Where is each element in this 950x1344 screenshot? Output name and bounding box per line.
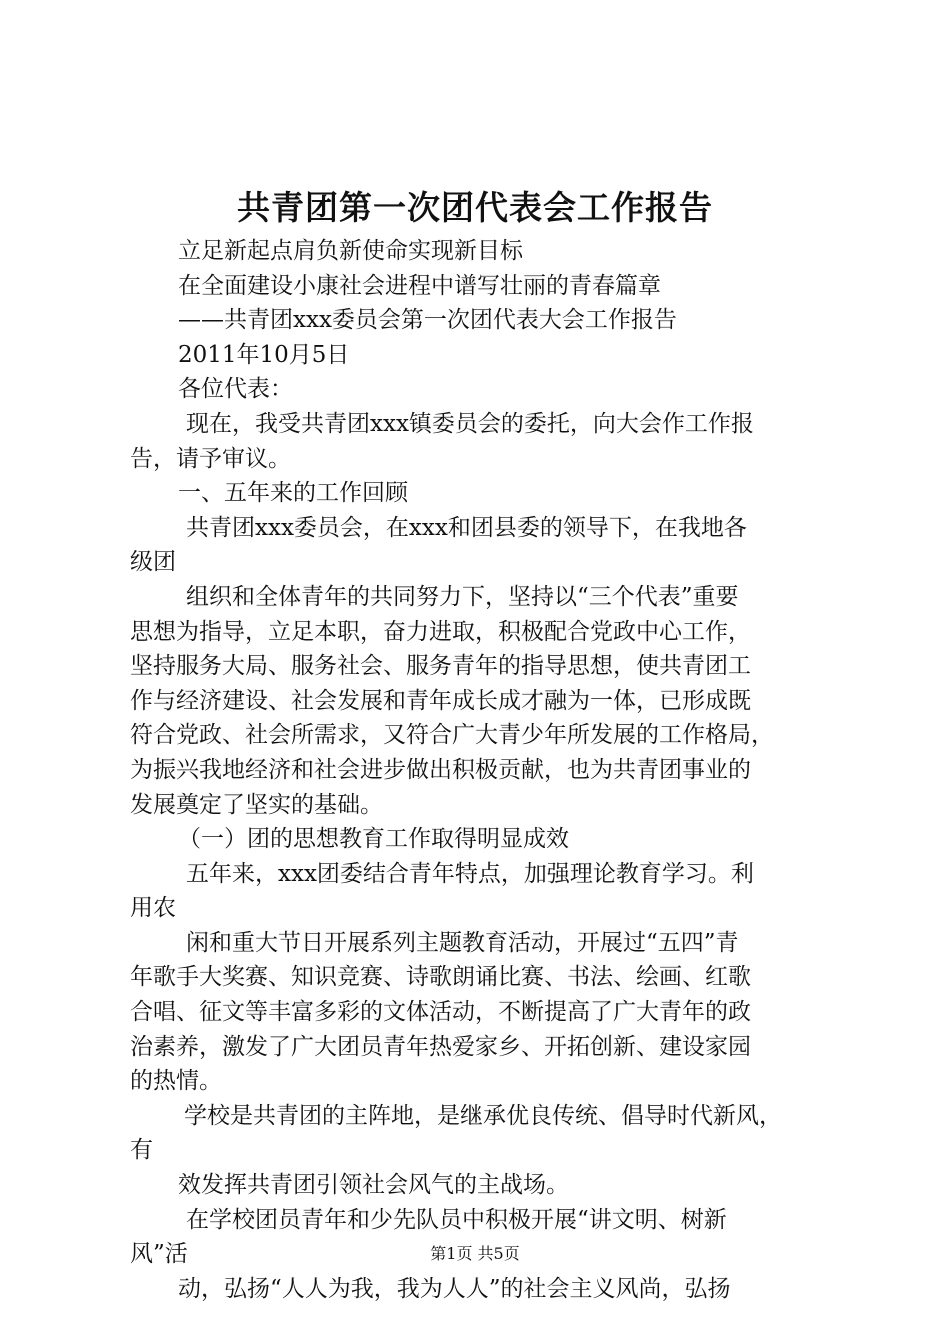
paragraph-line: 动，弘扬“人人为我，我为人人”的社会主义风尚，弘扬 xyxy=(178,1275,731,1302)
paragraph-line: 合唱、征文等丰富多彩的文体活动，不断提高了广大青年的政 xyxy=(130,999,751,1026)
paragraph-line: 五年来，xxx团委结合青年特点，加强理论教育学习。利 xyxy=(186,860,754,887)
paragraph-line: 在学校团员青年和少先队员中积极开展“讲文明、树新 xyxy=(186,1206,727,1233)
paragraph-line: 用农 xyxy=(130,895,176,922)
paragraph-line: 治素养，激发了广大团员青年热爱家乡、开拓创新、建设家园 xyxy=(130,1033,751,1060)
paragraph-line: 发展奠定了坚实的基础。 xyxy=(130,791,383,818)
paragraph-line: 作与经济建设、社会发展和青年成长成才融为一体，已形成既 xyxy=(130,687,751,714)
paragraph-line: 现在，我受共青团xxx镇委员会的委托，向大会作工作报 xyxy=(186,410,754,437)
paragraph-line: 符合党政、社会所需求，又符合广大青少年所发展的工作格局， xyxy=(130,722,774,749)
date-line: 2011年10月5日 xyxy=(178,341,350,368)
paragraph-line: 有 xyxy=(130,1137,153,1164)
paragraph-line: 思想为指导，立足本职，奋力进取，积极配合党政中心工作， xyxy=(130,618,751,645)
paragraph-line: 级团 xyxy=(130,549,176,576)
document-title: 共青团第一次团代表会工作报告 xyxy=(237,188,713,227)
paragraph-line: 为振兴我地经济和社会进步做出积极贡献，也为共青团事业的 xyxy=(130,756,751,783)
document-body xyxy=(130,234,830,1306)
paragraph-line: 效发挥共青团引领社会风气的主战场。 xyxy=(178,1172,569,1199)
section-heading: 一、五年来的工作回顾 xyxy=(178,480,408,507)
paragraph-line: 的热情。 xyxy=(130,1068,222,1095)
paragraph-line: 告，请予审议。 xyxy=(130,445,291,472)
subtitle-line-3: ——共青团xxx委员会第一次团代表大会工作报告 xyxy=(178,307,677,334)
subtitle-line-1: 立足新起点肩负新使命实现新目标 xyxy=(178,238,523,264)
salutation: 各位代表： xyxy=(178,376,293,403)
paragraph-line: 组织和全体青年的共同努力下，坚持以“三个代表”重要 xyxy=(186,583,739,610)
paragraph-line: 年歌手大奖赛、知识竞赛、诗歌朗诵比赛、书法、绘画、红歌 xyxy=(130,964,751,991)
subtitle-line-2: 在全面建设小康社会进程中谱写壮丽的青春篇章 xyxy=(178,272,661,299)
page-number: 第1页 共5页 xyxy=(430,1244,520,1263)
subsection-heading: （一）团的思想教育工作取得明显成效 xyxy=(178,826,569,853)
paragraph-line: 风”活 xyxy=(130,1241,188,1268)
paragraph-line: 学校是共青团的主阵地，是继承优良传统、倡导时代新风， xyxy=(184,1102,782,1129)
paragraph-line: 闲和重大节日开展系列主题教育活动，开展过“五四”青 xyxy=(186,929,739,956)
paragraph-line: 坚持服务大局、服务社会、服务青年的指导思想，使共青团工 xyxy=(130,653,751,680)
paragraph-line: 共青团xxx委员会，在xxx和团县委的领导下，在我地各 xyxy=(186,514,747,541)
